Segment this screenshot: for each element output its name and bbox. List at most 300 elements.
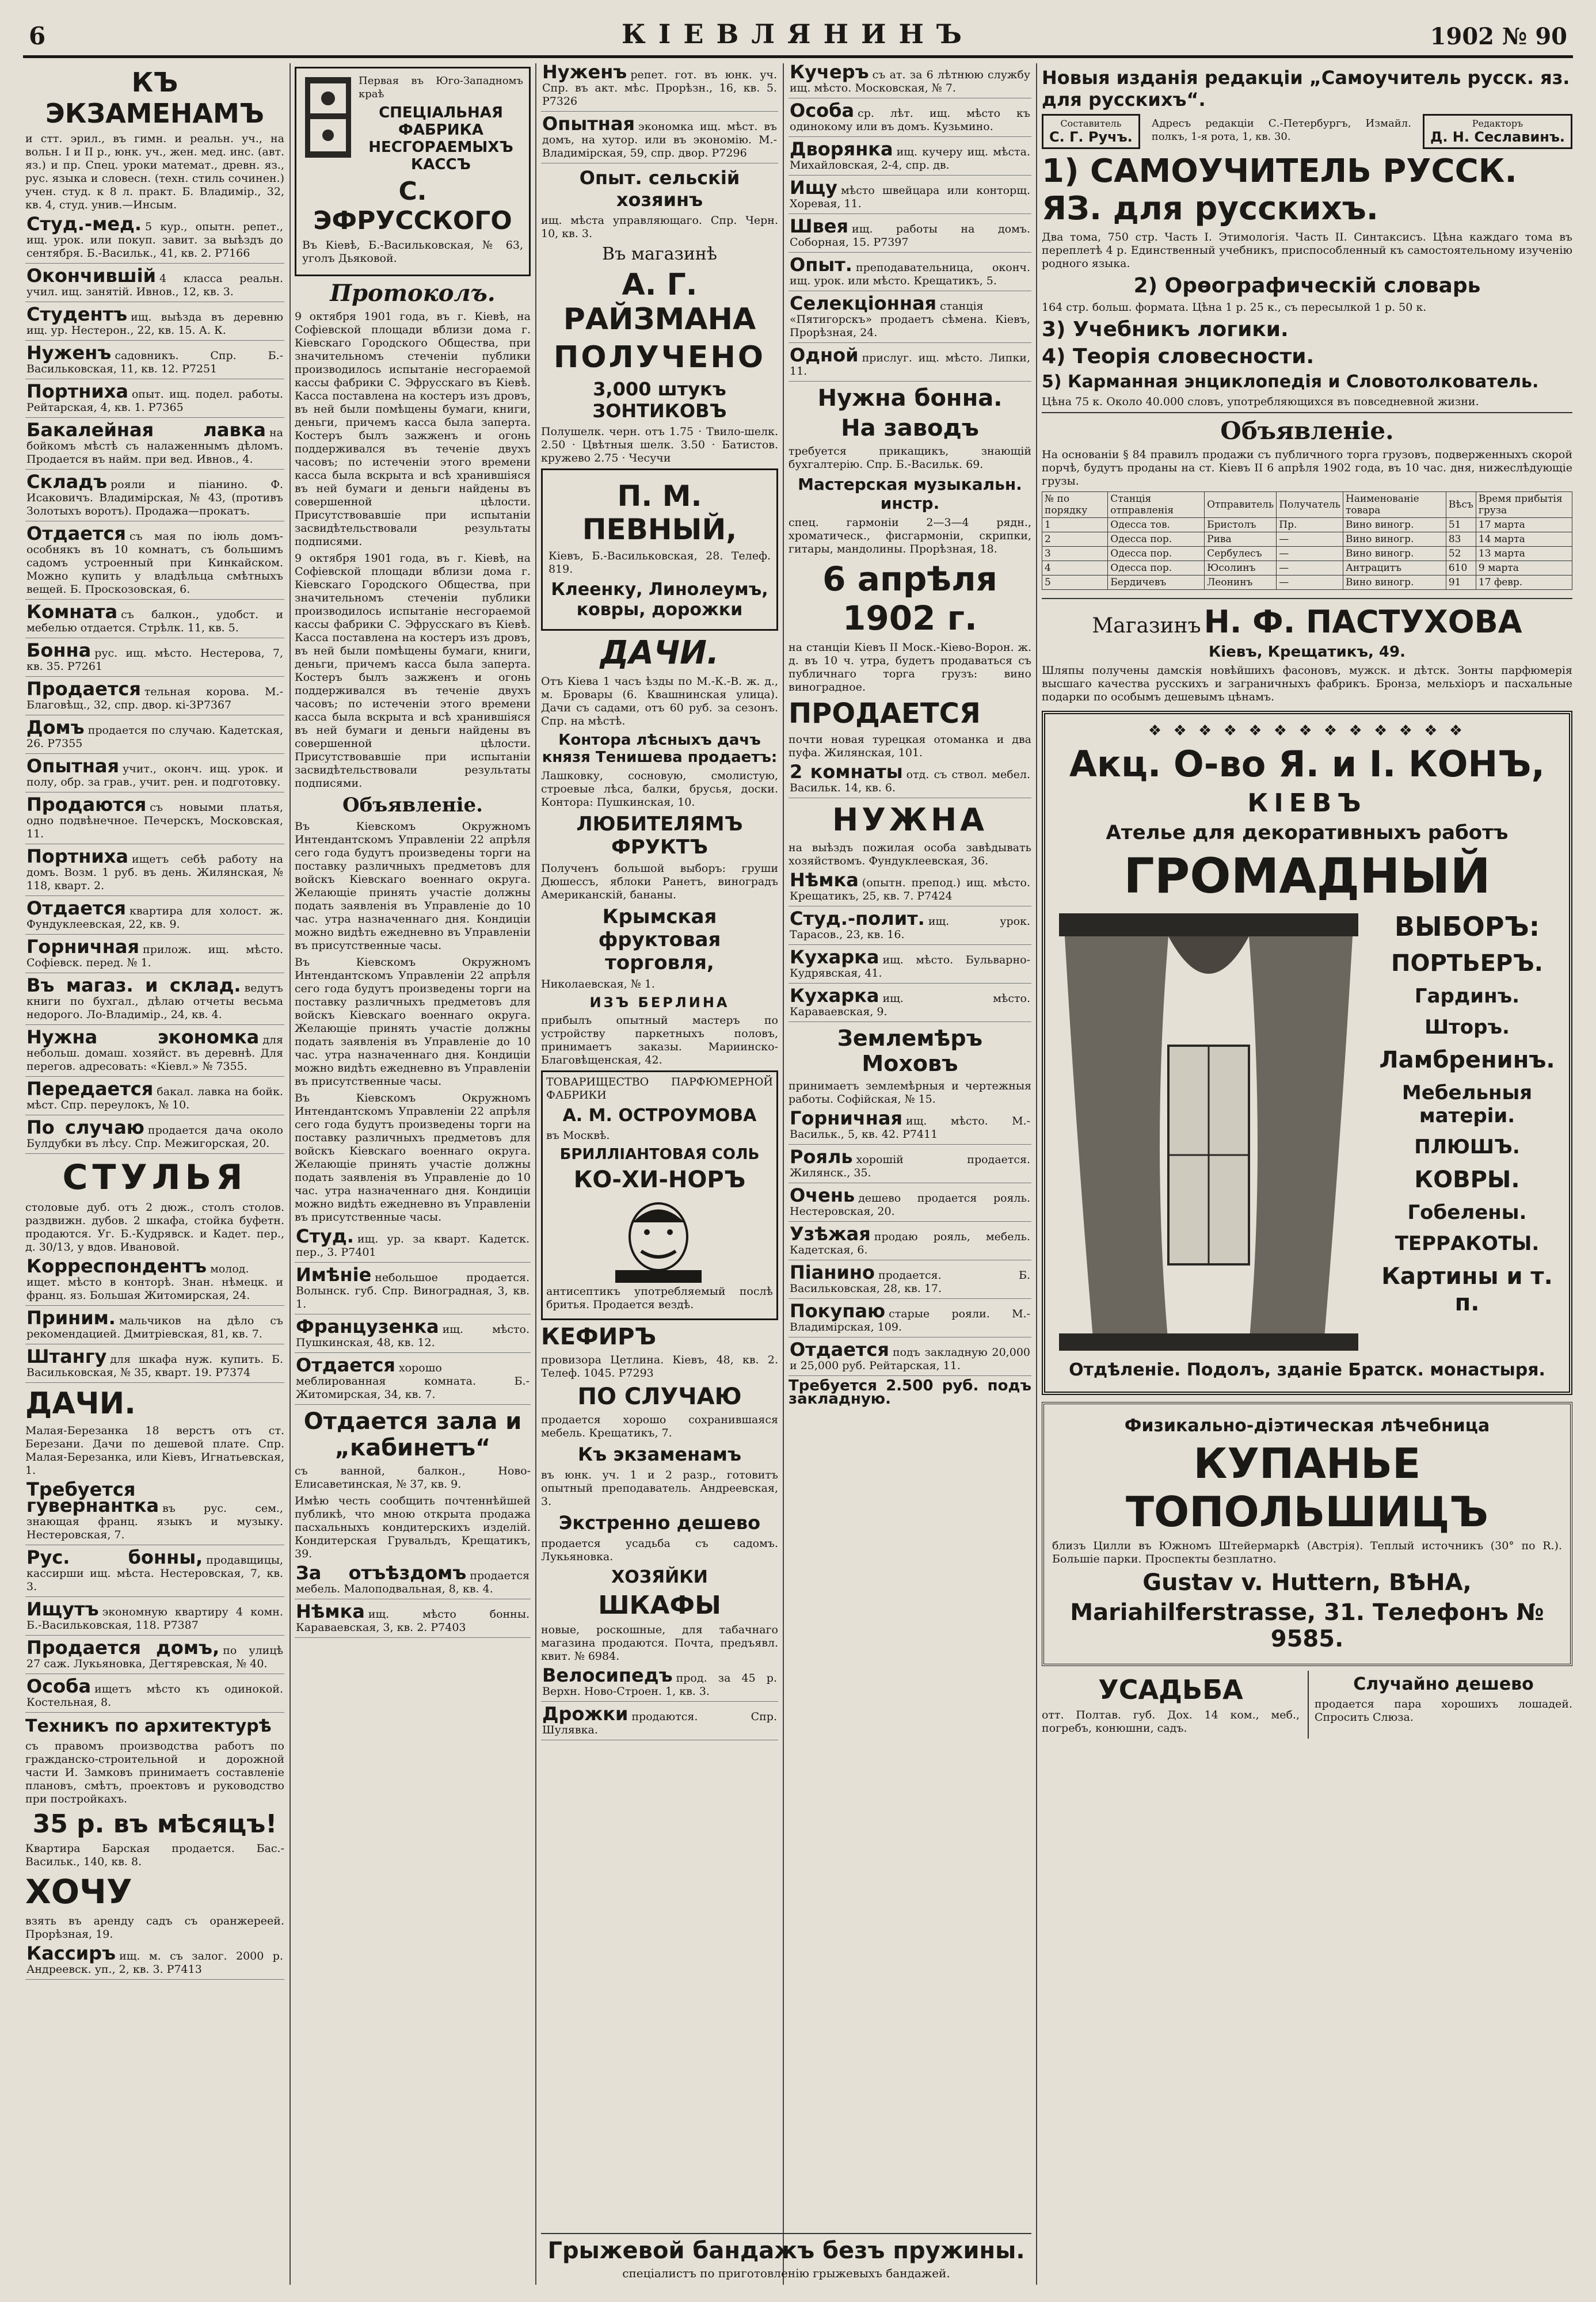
table-cell: Юсолинъ (1205, 561, 1277, 576)
ad-text: продается мебель. Малоподвальная, 8, кв. 4. (296, 1569, 530, 1595)
ad-lead: Продается (26, 678, 141, 700)
ad-lead: Въ магаз. и склад. (26, 974, 241, 996)
table-cell: — (1277, 576, 1343, 590)
classified-ad (25, 845, 284, 896)
table-header-cell: Получатель (1277, 492, 1343, 518)
classified-ad (25, 344, 284, 379)
ad-text: ищ. ур. за кварт. Кадетск. пер., 3. P7401 (296, 1233, 530, 1259)
fruit-text: Полученъ большой выборъ: груши Дюшессъ, яблоки Ранетъ, виноградъ Американскій, бананы. (541, 862, 778, 901)
ad-lead: Бакалейная лавка (26, 419, 266, 441)
dachi-text: Отъ Кіева 1 часъ ѣзды по М.-К.-В. ж. д., м. Бровары (6. Квашнинская улица). Дачи съ садами, отъ 60 руб. за сезонъ. Спр. на мѣстѣ. (541, 675, 778, 727)
ad-lead: Особа (26, 1675, 92, 1697)
ad-lead: Портниха (26, 380, 128, 402)
ad-lead: Опытная (542, 113, 635, 135)
ad-lead: Покупаю (790, 1300, 886, 1322)
table-cell: 9 марта (1476, 561, 1572, 576)
classified-ad (25, 716, 284, 754)
spa-contact: Gustav v. Huttern, ВѢНА, (1142, 1569, 1472, 1596)
berlin-heading: ИЗЪ БЕРЛИНА (589, 994, 730, 1011)
ad-text: (опытн. препод.) ищ. мѣсто. Крещатикъ, 25, кв. 7. P7424 (790, 876, 1030, 902)
classified-list (295, 1225, 531, 1405)
ad-lead: Опыт. (790, 254, 852, 276)
classified-ad (789, 256, 1031, 291)
kon-subtitle: Ателье для декоративныхъ работъ (1106, 821, 1509, 844)
classified-ad (295, 1564, 531, 1599)
classified-ad (789, 1302, 1031, 1337)
editor-label: Редакторъ (1472, 118, 1523, 129)
ad-text: съ мая по іюль домъ-особнякъ въ 10 комнатъ, съ большимъ садомъ устроенный при Кинкайском. Можно купить у владѣльца смѣтныхъ вещей. Б. Проскозовская, 6. (26, 530, 283, 596)
ad-lead: Отдается (26, 897, 126, 919)
table-cell: — (1277, 547, 1343, 561)
book2-title: 2) Орѳографическій словарь (1133, 274, 1481, 298)
cheap-text: продается пара хорошихъ лошадей. Спросить Слюза. (1315, 1698, 1572, 1724)
table-row (1042, 576, 1572, 590)
ad-text: опыт. ищ. подел. работы. Рейтарская, 4, кв. 1. P7365 (26, 388, 283, 414)
kon-item: ПЛЮШЪ. (1414, 1135, 1520, 1158)
table-header-cell: Наименованіе товара (1343, 492, 1446, 518)
architect-heading: Техникъ по архитектурѣ (25, 1716, 272, 1736)
ad-text: подъ закладную 20,000 и 25,000 руб. Рейтарская, 11. (790, 1346, 1030, 1372)
table-header-cell: № по порядку (1042, 492, 1108, 518)
book5-text: Цѣна 75 к. Около 40.000 словъ, употребляющихся въ повседневной жизни. (1042, 395, 1479, 408)
ad-text: ищ. мѣсто. Караваевская, 9. (790, 992, 1030, 1018)
ad-text: ищ. мѣсто бонны. Караваевская, 3, кв. 2. Р7403 (296, 1608, 530, 1634)
frame-ornament: ❖ ❖ ❖ ❖ ❖ ❖ ❖ ❖ ❖ ❖ ❖ ❖ ❖ (1148, 722, 1467, 740)
notice-heading: Объявленіе. (1042, 412, 1572, 445)
editor-name: Д. Н. Сеславинъ. (1430, 129, 1565, 145)
classified-ad (295, 1356, 531, 1405)
plant-heading: На заводъ (841, 415, 979, 441)
classified-ad (25, 680, 284, 715)
newspaper-title: КІЕВЛЯНИНЪ (622, 18, 974, 49)
classified-ad (789, 1341, 1031, 1376)
needed-text: на выѣздъ пожилая особа завѣдывать хозяйствомъ. Фундуклеевская, 36. (789, 841, 1031, 867)
ad-text: по улицѣ 27 саж. Лукьяновка, Дегтяревская, № 40. (26, 1644, 283, 1670)
ad-text: молод. ищет. мѣсто в конторѣ. Знан. нѣмецк. и франц. яз. Большая Житомирская, 24. (26, 1263, 283, 1302)
ad-lead: Продается домъ, (26, 1637, 220, 1659)
pevny-ad (541, 468, 778, 631)
announcement-text: Въ Кіевскомъ Окружномъ Интендантскомъ Управленіи 22 апрѣля сего года будутъ произведены торги на поставку различныхъ предметовъ для войскъ Кіевскаго военнаго округа. Желающіе принять участіе должны подать заявленія въ Управленіе до 10 час. утра назначеннаго дня. Кондиціи можно видѣть ежедневно въ Управленіи въ присутственные часы. (295, 956, 531, 1088)
perfume-brand: КО-ХИ-НОРЪ (573, 1167, 746, 1193)
ad-text: ищ. урок. Тарасов., 23, кв. 16. (790, 915, 1030, 941)
perfume-city: въ Москвѣ. (546, 1129, 610, 1142)
forest-text: Лашковку, сосновую, смолистую, строевые лѣса, балки, брусья, доски. Контора: Пушкинская, 10. (541, 769, 778, 809)
table-row (1042, 561, 1572, 576)
classified-list (541, 63, 778, 163)
classified-ad (25, 1348, 284, 1383)
ad-text: репет. гот. въ юнк. уч. Спр. въ акт. мѣс. Прорѣзн., 16, кв. 5. Р7326 (542, 68, 777, 108)
kefir-heading: КЕФИРЪ (541, 1324, 657, 1350)
ad-lead: Рус. бонны, (26, 1546, 203, 1568)
classified-list (295, 1564, 531, 1638)
book2-text: 164 стр. больш. формата. Цѣна 1 р. 25 к., съ пересылкой 1 р. 50 к. (1042, 301, 1427, 314)
classified-ad (25, 603, 284, 638)
ad-lead: Портниха (26, 845, 128, 867)
table-cell: Бердичевъ (1108, 576, 1205, 590)
ad-text: старые рояли. М.-Владимірская, 109. (790, 1308, 1030, 1333)
classified-ad (789, 102, 1031, 137)
classified-ad (25, 938, 284, 973)
cargo-table (1042, 491, 1572, 590)
hochu-text: взять въ аренду садъ съ оранжереей. Прорѣзная, 19. (25, 1915, 284, 1941)
column-3 (541, 63, 778, 2285)
kon-item: Гобелены. (1407, 1201, 1527, 1224)
classified-ad (789, 1148, 1031, 1183)
fruit-heading: ЛЮБИТЕЛЯМЪ ФРУКТЪ (576, 813, 743, 859)
shop-intro: Магазинъ (1092, 614, 1201, 638)
ad-text: съ балкон., удобст. и мебелью отдается. Стрѣлк. 11, кв. 5. (26, 608, 283, 634)
book1-title: 1) САМОУЧИТЕЛЬ РУССК. ЯЗ. для русскихъ. (1042, 153, 1517, 227)
date-heading: 6 апрѣля 1902 г. (822, 559, 997, 638)
table-cell: 3 (1042, 547, 1108, 561)
date-text: на станціи Кіевъ II Моск.-Кіевo-Ворон. ж. д. въ 10 ч. утра, будетъ продаваться съ публичнаго торга грузъ: вино виноградное. (789, 641, 1031, 693)
ad-text: небольшое продается. Волынск. губ. Спр. Виноградная, 3, кв. 1. (296, 1271, 530, 1310)
ad-text: съ новыми платья, одно подвѣнечное. Печерскъ, Московская, 11. (26, 801, 283, 840)
pastukhov-ad (1042, 598, 1572, 704)
kon-atelier-ad (1042, 711, 1572, 1395)
classified-ad (25, 1639, 284, 1674)
spa-name: КУПАНЬЕ ТОПОЛЬШИЦЪ (1125, 1439, 1489, 1536)
hernia-ad (541, 2233, 1031, 2280)
column-2 (295, 63, 531, 2285)
ad-lead: Ищу (790, 177, 838, 199)
exams-text: въ юнк. уч. 1 и 2 разр., готовитъ опытный преподаватель. Андреевская, 3. (541, 1469, 778, 1508)
classified-ad: Кассиръ ищ. м. съ залог. 2000 р. Андреевск. уп., 2, кв. 3. Р7413 (25, 1945, 284, 1980)
classified-ad (25, 1478, 284, 1545)
shop-text: Шляпы получены дамскія новѣйшихъ фасоновъ, мужск. и дѣтск. Зонты парфюмерія высшаго качества русскихъ и заграничныхъ фабрикъ. Бронза, мельхіоръ и пасхальные подарки по особымъ дешевымъ цѣнамъ. (1042, 664, 1572, 703)
ad-lead: Нужна экономка (26, 1026, 260, 1048)
classified-ad (789, 63, 1031, 98)
surveyor-text: принимаетъ землемѣрныя и чертежныя работы. Софійская, № 15. (789, 1080, 1031, 1106)
classified-ad (25, 215, 284, 264)
classified-ad (789, 1261, 1031, 1299)
ad-lead: Селекціонная (790, 292, 937, 314)
kon-item: Мебельныя матеріи. (1401, 1081, 1533, 1127)
music-heading: Мастерская музыкальн. инстр. (798, 475, 1022, 513)
ad-lead: Ищутъ (26, 1598, 99, 1620)
kon-choice: ВЫБОРЪ: (1394, 911, 1540, 942)
ad-text: ищ. мѣсто. Бульварно-Кудрявская, 41. (790, 954, 1030, 980)
ad-lead: Приним. (26, 1307, 116, 1329)
protocol-text: 9 октября 1901 года, въ г. Кіевѣ, на Софіевской площади вблизи дома г. Кіевскаго Городского Общества, при значительномъ стеченіи публики производилось испытаніе несгораемой кассы фабрики С. Эфрусскаго въ Кіевѣ. Касса поставлена на костеръ изъ дровъ, въ ней были помѣщены бумаги, книги, деньги, причемъ касса была заперта. Костеръ былъ зажженъ и огонь поддерживался въ теченіе двухъ часовъ; по истеченіи этого времени касса была вскрыта и всѣ хранившіяся въ ней бумаги и деньги найдены въ совершенной цѣлости. Присутствовавшіе при испытаніи засвидѣтельствовали результаты подписями. (295, 310, 531, 548)
classified-ad (25, 1028, 284, 1077)
kon-item: КОВРЫ. (1414, 1167, 1520, 1193)
protocol-text: 9 октября 1901 года, въ г. Кіевѣ, на Софіевской площади вблизи дома г. Кіевскаго Городского Общества, при значительномъ стеченіи публики производилось испытаніе несгораемой кассы фабрики С. Эфрусскаго въ Кіевѣ. Касса поставлена на костеръ изъ дровъ, въ ней были помѣщены бумаги, книги, деньги, причемъ касса была заперта. Костеръ былъ зажженъ и огонь поддерживался въ теченіе двухъ часовъ; по истеченіи этого времени касса была вскрыта и всѣ хранившіяся въ ней бумаги и деньги найдены въ совершенной цѣлости. Присутствовавшіе при испытаніи засвидѣтельствовали результаты подписями. (295, 552, 531, 790)
shop-name: Н. Ф. ПАСТУХОВА (1203, 604, 1522, 640)
ad-lead: Отдается (790, 1339, 889, 1360)
ad-lead: Нуженъ (542, 63, 627, 83)
sale-text: почти новая турецкая отоманка и два пуфа. Жилянская, 101. (789, 733, 1031, 759)
ad-lead: Комната (26, 601, 118, 623)
table-cell: Одесса пор. (1108, 532, 1205, 547)
book1-text: Два тома, 750 стр. Часть I. Этимологія. Часть II. Синтаксисъ. Цѣна каждаго тома въ переплетѣ 4 р. Единственный учебникъ, приспособленный къ самостоятельному изученію родного языка. (1042, 231, 1572, 270)
spa-ad (1042, 1402, 1572, 1666)
classified-list (789, 871, 1031, 1022)
classified-ad (25, 525, 284, 600)
table-cell: — (1277, 561, 1343, 576)
protocol-heading: Протоколъ. (330, 280, 496, 307)
classified-ad (25, 380, 284, 418)
classified-ad (25, 1546, 284, 1597)
ad-lead: 2 комнаты (790, 761, 903, 783)
ad-text: на бойкомъ мѣстѣ съ налаженнымъ дѣломъ. Продается въ найм. при вед. Ивнов., 4. (26, 426, 283, 466)
book4-title: 4) Теорія словесности. (1042, 345, 1315, 368)
classified-ad (789, 179, 1031, 214)
compiler-label: Составитель (1060, 118, 1122, 129)
classified-list (25, 215, 284, 1154)
farmer-heading: Опыт. сельскій хозяинъ (579, 167, 740, 211)
kon-item: ТЕРРАКОТЫ. (1395, 1232, 1540, 1255)
book3-title: 3) Учебникъ логики. (1042, 318, 1289, 341)
ad-lead: Французенка (296, 1316, 439, 1337)
classified-ad (789, 763, 1031, 798)
table-cell: 1 (1042, 518, 1108, 532)
occasion-text: продается хорошо сохранившаяся мебель. Крещатикъ, 7. (541, 1413, 778, 1439)
crimea-address: Николаевская, № 1. (541, 978, 655, 990)
ad-lead: Дрожки (542, 1703, 629, 1725)
classified-list (541, 1664, 778, 1740)
classified-ad (789, 1184, 1031, 1222)
man-portrait-illustration (546, 1196, 771, 1283)
hostess-heading: ХОЗЯЙКИ (611, 1567, 708, 1587)
cabinet-text: съ ванной, балкон., Ново-Елисаветинская, № 37, кв. 9. (295, 1465, 531, 1491)
ad-text: съ ат. за 6 лѣтнюю службу ищ. мѣсто. Московская, № 7. (790, 68, 1030, 94)
table-cell: 51 (1446, 518, 1476, 532)
cheap-heading: Экстренно дешево (558, 1512, 761, 1534)
ad-text: станція «Пятигорскъ» продаетъ сѣмена. Кіевъ, Прорѣзная, 24. (790, 300, 1030, 339)
classified-ad (25, 267, 284, 302)
page-number: 6 (29, 22, 46, 50)
classified-ad (789, 1107, 1031, 1145)
table-cell: 17 февр. (1476, 576, 1572, 590)
table-cell: 5 (1042, 576, 1108, 590)
salary-text: Квартира Барская продается. Бас.-Васильк., 140, кв. 8. (25, 1842, 284, 1868)
cabinets-heading: ШКАФЫ (598, 1591, 721, 1620)
kon-item: Картины и т. п. (1381, 1263, 1553, 1316)
ad-text: рояли и піанино. Ф. Исаковичъ. Владимірская, № 43, (противъ Золотыхъ воротъ). Продажа—прокатъ. (26, 478, 283, 517)
ad-lead: Бонна (26, 639, 92, 661)
sale-heading: ПРОДАЕТСЯ (789, 698, 981, 730)
ad-lead: Имѣніе (296, 1264, 372, 1286)
perfume-product: БРИЛЛІАНТОВАЯ СОЛЬ (559, 1146, 760, 1163)
ad-lead: Велосипедъ (542, 1664, 673, 1686)
music-text: спец. гармоніи 2—3—4 рядн., хроматическ., фисгармоніи, скрипки, гитары, мандолины. Прорѣзная, 18. (789, 516, 1031, 555)
store-received: ПОЛУЧЕНО (553, 340, 766, 375)
classified-ad (25, 974, 284, 1025)
table-cell: Бристолъ (1205, 518, 1277, 532)
table-cell: — (1277, 532, 1343, 547)
kefir-text: провизора Цетлина. Кіевъ, 48, кв. 2. Телеф. 1045. P7293 (541, 1354, 778, 1379)
table-header-row (1042, 492, 1572, 518)
column-5 (1042, 63, 1572, 2285)
classified-list (789, 763, 1031, 798)
classified-ad (789, 987, 1031, 1022)
masthead-rule (23, 55, 1573, 58)
ad-lead: По случаю (26, 1116, 144, 1138)
hochu-heading: ХОЧУ (25, 1872, 132, 1911)
table-cell: Вино виногр. (1343, 576, 1446, 590)
table-cell: 4 (1042, 561, 1108, 576)
table-cell: Антрацитъ (1343, 561, 1446, 576)
factory-title: Первая въ Юго-Западномъ краѣ (359, 75, 523, 100)
table-cell: 610 (1446, 561, 1476, 576)
money-text: Требуется 2.500 руб. подъ закладную. (789, 1377, 1031, 1408)
classified-list (25, 1257, 284, 1383)
estate-text: отт. Полтав. губ. Дох. 14 ком., меб., погребъ, конюшни, садъ. (1042, 1709, 1300, 1735)
ad-text: ищ. выѣзда въ деревню ищ. ур. Нестерон., 22, кв. 15. А. К. (26, 311, 283, 337)
spa-address: Mariahilferstrasse, 31. Телефонъ № 9585. (1070, 1599, 1544, 1652)
ad-lead: Домъ (26, 716, 85, 738)
classified-ad (25, 473, 284, 521)
ad-lead: Очень (790, 1184, 855, 1206)
salary-heading: 35 р. въ мѣсяцъ! (32, 1809, 277, 1839)
classified-ad (789, 910, 1031, 945)
classified-ad (295, 1600, 531, 1638)
table-cell: 17 марта (1476, 518, 1572, 532)
estate-ad (1042, 1671, 1300, 1739)
classified-ad (25, 421, 284, 470)
factory-name: СПЕЦІАЛЬНАЯ ФАБРИКА НЕСГОРАЕМЫХЪ КАССЪ (368, 104, 513, 173)
column-divider (783, 63, 784, 2285)
pevny-name: П. М. ПЕВНЫЙ, (582, 479, 737, 546)
crimea-heading: Крымская фруктовая торговля, (598, 905, 721, 974)
ad-text: экономка ищ. мѣст. въ домъ, на хутор. или въ экономію. М.-Владимірская, 59, спр. двор. P7296 (542, 120, 777, 159)
dachi-heading: ДАЧИ. (600, 634, 719, 672)
classified-ad (25, 1600, 284, 1636)
factory-address: Въ Кіевѣ, Б.-Васильковская, № 63, уголъ Дьяковой. (302, 239, 523, 265)
table-cell: 13 марта (1476, 547, 1572, 561)
curtain-illustration (1053, 908, 1364, 1356)
pevny-goods: Клеенку, Линолеумъ, ковры, дорожки (551, 580, 768, 620)
table-body (1042, 518, 1572, 590)
farmer-text: ищ. мѣста управляющаго. Спр. Черн. 10, кв. 3. (541, 214, 778, 240)
architect-text: съ правомъ производства работъ по гражданско-строительной и дорожной части И. Замковъ принимаетъ составленіе плановъ, смѣтъ, проектовъ и руководство при постройкахъ. (25, 1740, 284, 1805)
classified-ad (295, 1266, 531, 1314)
exams-heading: Къ экзаменамъ (578, 1443, 741, 1465)
ad-text: ведутъ книги по бухгал., дѣлаю отчеты весьма недорого. Ло-Владимір., 24, кв. 4. (26, 982, 283, 1021)
announcement-text: Въ Кіевскомъ Окружномъ Интендантскомъ Управленіи 22 апрѣля сего года будутъ произведены торги на поставку различныхъ предметовъ для войскъ Кіевскаго военнаго округа. Желающіе принять участіе должны подать заявленія въ Управленіе до 10 час. утра назначеннаго дня. Кондиціи можно видѣть ежедневно въ Управленіи въ присутственные часы. (295, 820, 531, 952)
classified-ad (25, 1309, 284, 1344)
table-cell: Одесса пор. (1108, 561, 1205, 576)
perfume-name: А. М. ОСТРОУМОВА (562, 1106, 757, 1126)
table-cell: Вино виногр. (1343, 518, 1446, 532)
compiler-name: С. Г. Ручъ. (1049, 129, 1133, 145)
ad-lead: Студ.-мед. (26, 213, 142, 235)
ad-text: ищетъ мѣсто къ одинокой. Костельная, 8. (26, 1683, 283, 1709)
ad-lead: Нуженъ (26, 342, 112, 364)
table-cell: Вино виногр. (1343, 532, 1446, 547)
ad-text: ищ. мѣсто. Пушкинская, 48, кв. 12. (296, 1323, 530, 1349)
ad-text: ищетъ себѣ работу на домъ. Возм. 1 руб. въ день. Жилянская, № 118, кварт. 2. (26, 853, 283, 892)
ad-lead: Піанино (790, 1261, 875, 1283)
kon-city: КІЕВЪ (1247, 788, 1367, 818)
classified-ad (295, 1318, 531, 1353)
ad-text: рус. ищ. мѣсто. Нестерова, 7, кв. 35. P7261 (26, 647, 283, 673)
store-umbrellas: 3,000 штукъ ЗОНТИКОВЪ (592, 378, 727, 422)
cabinets-text: новые, роскошные, для табачнаго магазина продаются. Почта, предъявл. квит. № 6984. (541, 1623, 778, 1663)
dachi-text: Малая-Березанка 18 верстъ отъ ст. Березани. Дачи по дешевой плате. Спр. Малая-Березанка, или Кіевъ, Игнатьевская, 1. (25, 1424, 284, 1477)
ad-text: учит., оконч. ищ. урок. и полу, обр. за грав., учит. рен. и подготовку. (26, 763, 283, 788)
ad-text: бакал. лавка на бойк. мѣст. Спр. переулокъ, № 10. (26, 1085, 283, 1111)
hernia-heading: Грыжевой бандажъ безъ пружины. (547, 2238, 1025, 2264)
ad-text: ищ. работы на домъ. Соборная, 15. Р7397 (790, 223, 1030, 249)
kon-item: Шторъ. (1424, 1016, 1510, 1039)
ad-lead: Горничная (790, 1107, 903, 1129)
ad-text: ищ. кучеру ищ. мѣста. Михайловская, 2-4, спр. дв. (790, 146, 1030, 171)
table-row (1042, 547, 1572, 561)
safe-factory-ad (295, 67, 531, 276)
table-cell: Пр. (1277, 518, 1343, 532)
safe-illustration (302, 74, 354, 161)
table-cell: Одесса пор. (1108, 547, 1205, 561)
bottom-ads (1042, 1671, 1572, 1739)
factory-owner: С. ЭФРУССКОГО (313, 177, 512, 235)
classified-ad (789, 871, 1031, 906)
perfume-company: ТОВАРИЩЕСТВО ПАРФЮМЕРНОЙ ФАБРИКИ (546, 1076, 773, 1102)
store-items: Полушелк. черн. отъ 1.75 · Твило-шелк. 2.50 · Цвѣтныя шелк. 3.50 · Батистов. кружево 2.75 · Чесучи (541, 425, 778, 464)
classified-ad (25, 897, 284, 935)
ad-lead: Нѣмка (296, 1600, 365, 1622)
ad-text: продавщицы, кассирши ищ. мѣста. Нестеровская, 7, кв. 3. (26, 1554, 283, 1593)
classified-ad (25, 303, 284, 341)
classified-ad (295, 1225, 531, 1263)
ad-lead: Студ. (296, 1225, 354, 1247)
classified-ad (789, 140, 1031, 176)
ad-lead: Студ.-полит. (790, 908, 925, 929)
spa-text: близъ Цилли въ Южномъ Штейермаркѣ (Австрія). Теплый источникъ (30° по R.). Большіе парки. Проспекты безплатно. (1052, 1539, 1562, 1565)
publisher-heading: Новыя изданія редакціи „Самоучитель русск. яз. для русскихъ“. (1042, 67, 1570, 110)
dachi-heading: ДАЧИ. (25, 1386, 136, 1421)
ad-text: ищ. мѣсто. М.-Васильк., 5, кв. 42. P7411 (790, 1115, 1030, 1141)
table-cell: 14 марта (1476, 532, 1572, 547)
occasion-heading: ПО СЛУЧАЮ (577, 1384, 742, 1410)
ad-text: продается по случаю. Кадетская, 26. P7355 (26, 724, 283, 750)
compiler-box (1042, 114, 1140, 149)
ad-lead: Продаются (26, 794, 147, 815)
ad-lead: Отдается (296, 1354, 395, 1376)
kon-firm: Акц. О-во Я. и І. КОНЪ, (1069, 743, 1545, 785)
horse-ad (1308, 1671, 1572, 1739)
classified-list (789, 1107, 1031, 1376)
table-cell: Вино виногр. (1343, 547, 1446, 561)
editor-box (1423, 114, 1572, 149)
needed-heading: НУЖНА (832, 802, 988, 838)
classified-ad (25, 1116, 284, 1154)
classified-ad (789, 292, 1031, 343)
cheap-text: продается усадьба съ садомъ. Лукьяновка. (541, 1537, 778, 1563)
ad-text: прилож. ищ. мѣсто. Софіевск. перед. № 1. (26, 943, 283, 969)
estate-heading: УСАДЬБА (1098, 1674, 1243, 1705)
ad-lead: Передается (26, 1078, 154, 1100)
classified-ad (789, 215, 1031, 253)
ad-lead: Нѣмка (790, 869, 859, 891)
easter-text: Имѣю честь сообщить почтеннѣйшей публикѣ, что мною открыта продажа пасхальныхъ кондитерскихъ изделій. Кондитерская Грувальдъ, Крещатикъ, 39. (295, 1495, 531, 1560)
table-row (1042, 518, 1572, 532)
editors-row (1042, 114, 1572, 149)
ad-text: прод. за 45 р. Верхн. Ново-Строен. 1, кв. 3. (542, 1672, 777, 1698)
table-header-cell: Отправитель (1205, 492, 1277, 518)
column-4 (789, 63, 1031, 2285)
table-header-cell: Время прибытія груза (1476, 492, 1572, 518)
table-cell: 83 (1446, 532, 1476, 547)
bonna-heading: Нужна бонна. (817, 385, 1003, 411)
store-intro: Въ магазинѣ (602, 244, 717, 264)
ad-lead: Кухарка (790, 946, 879, 968)
perfume-ad (541, 1070, 778, 1320)
column-1 (25, 63, 284, 2285)
exam-heading: КЪ ЭКЗАМЕНАМЪ (45, 67, 264, 129)
ad-text: 4 класса реальн. учил. ищ. занятій. Ивнов., 12, кв. 3. (26, 272, 283, 298)
